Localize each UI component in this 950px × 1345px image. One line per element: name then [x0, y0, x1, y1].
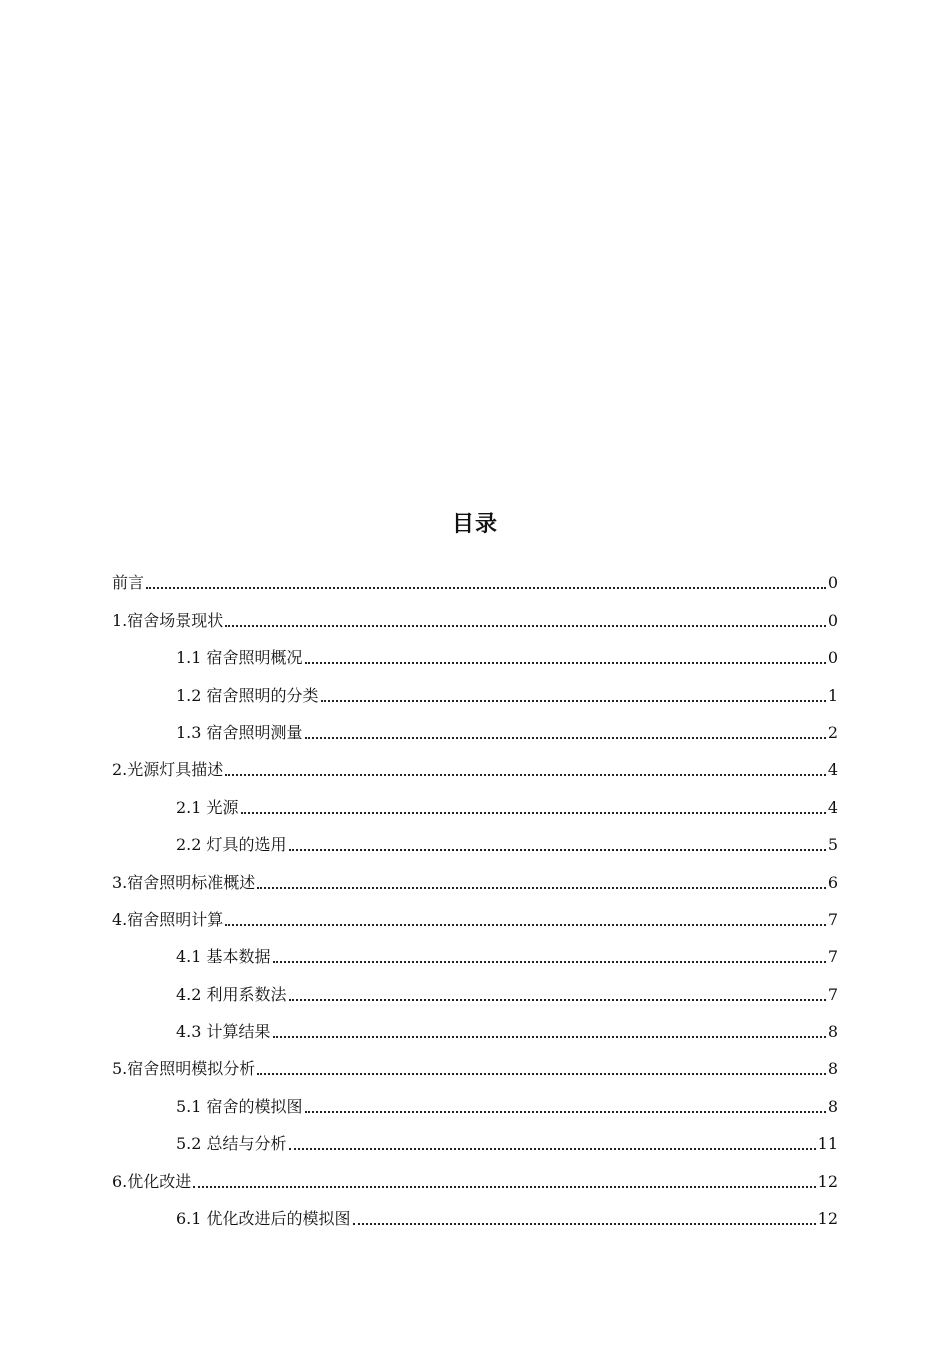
toc-entry[interactable] — [112, 932, 838, 969]
toc-entry[interactable] — [112, 857, 838, 894]
toc-dot-leader — [257, 1073, 826, 1075]
toc-dot-leader — [305, 662, 826, 664]
toc-entry-label: 6.1 优化改进后的模拟图 — [176, 1209, 351, 1229]
toc-dot-leader — [225, 924, 826, 926]
toc-entry-page-number: 12 — [817, 1171, 838, 1191]
toc-dot-leader — [193, 1186, 815, 1188]
toc-entry-label: 1.3 宿舍照明测量 — [176, 722, 303, 742]
toc-entry-label: 4.1 基本数据 — [176, 947, 271, 967]
toc-dot-leader — [305, 737, 826, 739]
toc-entry-page-number: 1 — [827, 685, 838, 705]
toc-dot-leader — [321, 700, 826, 702]
toc-entry[interactable] — [112, 782, 838, 819]
toc-entry-label: 2.光源灯具描述 — [112, 760, 224, 780]
toc-entry[interactable] — [112, 1119, 838, 1156]
toc-entry-label: 4.3 计算结果 — [176, 1022, 271, 1042]
toc-dot-leader — [225, 774, 826, 776]
toc-entry-page-number: 4 — [827, 760, 838, 780]
toc-entry-label: 4.宿舍照明计算 — [112, 909, 224, 929]
toc-entry[interactable] — [112, 1081, 838, 1118]
toc-entry-page-number: 4 — [827, 797, 838, 817]
toc-entry[interactable] — [112, 633, 838, 670]
toc-dot-leader — [289, 1148, 816, 1150]
toc-entry[interactable] — [112, 595, 838, 632]
toc-dot-leader — [146, 587, 826, 589]
toc-entry-page-number: 7 — [827, 909, 838, 929]
toc-entry-label: 4.2 利用系数法 — [176, 984, 287, 1004]
toc-entry-label: 2.1 光源 — [176, 797, 239, 817]
toc-entry[interactable] — [112, 1194, 838, 1231]
toc-dot-leader — [289, 999, 826, 1001]
toc-entry-page-number: 8 — [827, 1022, 838, 1042]
toc-entry-page-number: 8 — [827, 1096, 838, 1116]
toc-entry-page-number: 2 — [827, 722, 838, 742]
toc-entry-page-number: 0 — [827, 610, 838, 630]
toc-entry-label: 1.2 宿舍照明的分类 — [176, 685, 319, 705]
toc-entry[interactable] — [112, 708, 838, 745]
toc-entry[interactable] — [112, 1044, 838, 1081]
toc-entry[interactable] — [112, 969, 838, 1006]
toc-entry-label: 5.1 宿舍的模拟图 — [176, 1096, 303, 1116]
toc-entry-page-number: 12 — [817, 1209, 838, 1229]
toc-entry-label: 前言 — [112, 573, 145, 593]
toc-dot-leader — [225, 625, 826, 627]
toc-dot-leader — [257, 887, 826, 889]
toc-dot-leader — [353, 1223, 816, 1225]
toc-dot-leader — [273, 961, 826, 963]
toc-entry-page-number: 6 — [827, 872, 838, 892]
toc-entry-label: 2.2 灯具的选用 — [176, 835, 287, 855]
toc-entry-page-number: 0 — [827, 573, 838, 593]
toc-dot-leader — [241, 812, 826, 814]
toc-entry[interactable] — [112, 820, 838, 857]
toc-entry-label: 1.宿舍场景现状 — [112, 610, 224, 630]
toc-entry[interactable] — [112, 1007, 838, 1044]
toc-entry-label: 1.1 宿舍照明概况 — [176, 648, 303, 668]
toc-entry[interactable] — [112, 1156, 838, 1193]
toc-entry-page-number: 5 — [827, 835, 838, 855]
toc-entry-label: 5.宿舍照明模拟分析 — [112, 1059, 256, 1079]
toc-list — [112, 558, 838, 1231]
toc-entry[interactable] — [112, 558, 838, 595]
toc-entry[interactable] — [112, 745, 838, 782]
toc-entry-label: 6.优化改进 — [112, 1171, 192, 1191]
toc-dot-leader — [305, 1111, 826, 1113]
toc-entry[interactable] — [112, 670, 838, 707]
toc-title: 目录 — [451, 512, 498, 537]
toc-dot-leader — [273, 1036, 826, 1038]
toc-entry-page-number: 7 — [827, 984, 838, 1004]
toc-entry-page-number: 8 — [827, 1059, 838, 1079]
toc-entry-page-number: 7 — [827, 947, 838, 967]
toc-entry-label: 5.2 总结与分析 — [176, 1134, 287, 1154]
toc-entry[interactable] — [112, 895, 838, 932]
toc-entry-page-number: 0 — [827, 648, 838, 668]
toc-entry-page-number: 11 — [817, 1134, 838, 1154]
toc-entry-label: 3.宿舍照明标准概述 — [112, 872, 256, 892]
toc-dot-leader — [289, 849, 826, 851]
